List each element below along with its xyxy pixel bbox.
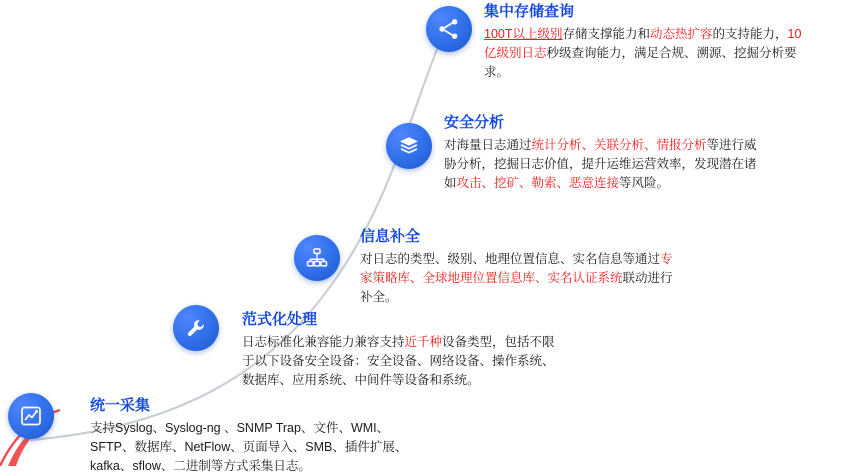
stage-line: 补全。 <box>360 290 398 304</box>
node-icon-chart-line-icon[interactable] <box>8 393 54 439</box>
stage-line: 家策略库、全球地理位置信息库、实名认证系统联动进行 <box>360 271 673 285</box>
stage-line: 亿级别日志秒级查询能力，满足合规、溯源、挖掘分析要 <box>484 46 797 60</box>
stage-line: 100T以上级别存储支撑能力和动态热扩容的支持能力，10 <box>484 27 802 41</box>
stage-block-storage <box>484 2 858 82</box>
stage-line: 于以下设备安全设备：安全设备、网络设备、操作系统、 <box>242 354 555 368</box>
stage-line: 对日志的类型、级别、地理位置信息、实名信息等通过专 <box>360 252 673 266</box>
stage-block-normalize <box>242 310 662 390</box>
stage-title-normalize: 范式化处理 <box>242 311 318 328</box>
stage-body-storage <box>484 25 858 82</box>
stage-title-storage: 集中存储查询 <box>484 3 575 20</box>
stage-line: 对海量日志通过统计分析、关联分析、情报分析等进行威 <box>444 138 757 152</box>
stage-block-collect <box>90 396 490 476</box>
stage-line: kafka、sflow、二进制等方式采集日志。 <box>90 459 311 473</box>
stage-body-normalize <box>242 333 662 390</box>
stage-title-analysis: 安全分析 <box>444 114 505 131</box>
stage-block-enrich <box>360 227 750 307</box>
stage-body-collect <box>90 419 490 476</box>
node-icon-layers-icon[interactable] <box>386 123 432 169</box>
stage-title-collect: 统一采集 <box>90 397 151 414</box>
node-icon-nodes-share-icon[interactable] <box>426 6 472 52</box>
stage-block-analysis <box>444 113 840 193</box>
node-icon-org-tree-icon[interactable] <box>294 235 340 281</box>
wrench-icon <box>184 316 208 340</box>
node-icon-wrench-icon[interactable] <box>173 305 219 351</box>
layers-icon <box>397 134 421 158</box>
org-tree-icon <box>305 246 329 270</box>
stage-line: 数据库、应用系统、中间件等设备和系统。 <box>242 373 480 387</box>
stage-line: 支持Syslog、Syslog-ng 、SNMP Trap、文件、WMI、 <box>90 421 390 435</box>
stage-body-analysis <box>444 136 840 193</box>
stage-line: SFTP、数据库、NetFlow、页面导入、SMB、插件扩展、 <box>90 440 408 454</box>
stage-line: 求。 <box>484 65 510 79</box>
stage-line: 日志标准化兼容能力兼容支持近千种设备类型，包括不限 <box>242 335 555 349</box>
stage-line: 胁分析，挖掘日志价值，提升运维运营效率，发现潜在诸 <box>444 157 757 171</box>
stage-body-enrich <box>360 250 750 307</box>
nodes-share-icon <box>436 16 462 42</box>
chart-line-icon <box>19 404 43 428</box>
stage-title-enrich: 信息补全 <box>360 228 421 245</box>
stage-line: 如攻击、挖矿、勒索、恶意连接等风险。 <box>444 176 670 190</box>
